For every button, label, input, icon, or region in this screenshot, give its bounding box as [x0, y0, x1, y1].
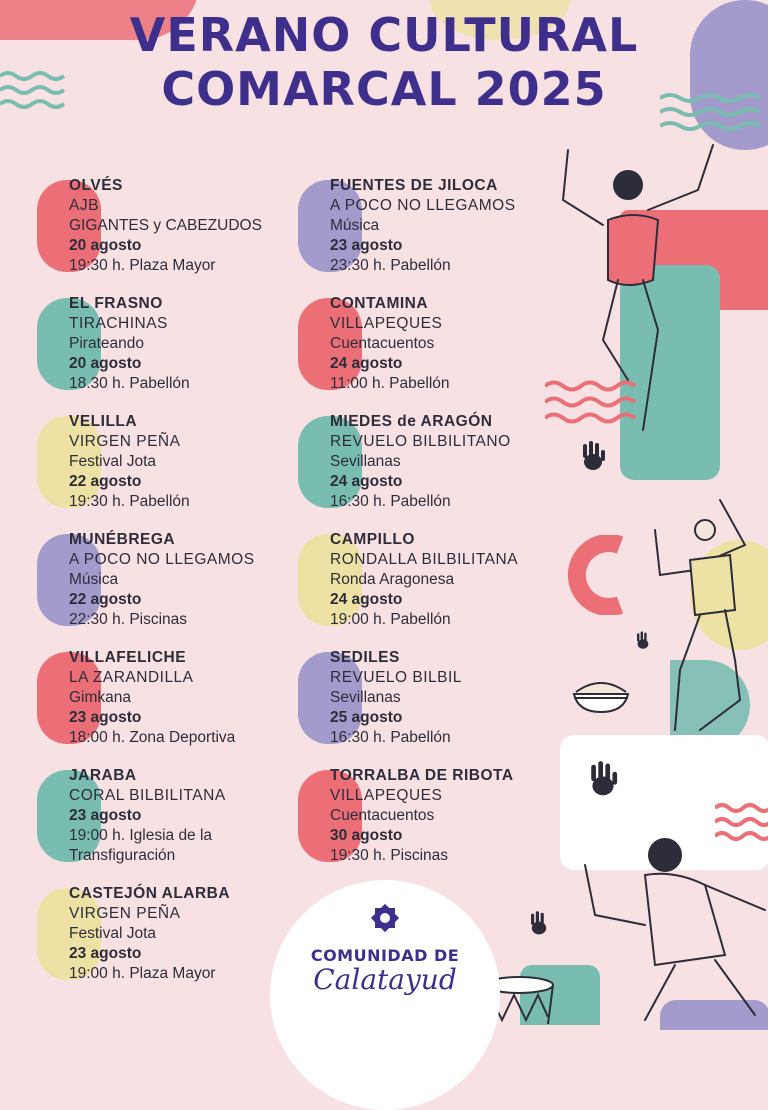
- event-activity: Pirateando: [69, 335, 144, 352]
- event-name: LA ZARANDILLA: [69, 669, 194, 686]
- event-date: 24 agosto: [330, 355, 403, 372]
- event-item: [330, 766, 580, 866]
- event-date: 22 agosto: [69, 473, 142, 490]
- event-date: 20 agosto: [69, 355, 142, 372]
- event-name: CORAL BILBILITANA: [69, 787, 226, 804]
- event-name: REVUELO BILBILITANO: [330, 433, 511, 450]
- event-name: VIRGEN PEÑA: [69, 433, 181, 450]
- event-activity: Música: [330, 217, 380, 234]
- star-emblem-icon: [362, 895, 408, 941]
- event-time: 11:00 h. Pabellón: [330, 375, 450, 392]
- event-activity: Sevillanas: [330, 689, 401, 706]
- event-place: CAMPILLO: [330, 531, 415, 548]
- event-activity: Ronda Aragonesa: [330, 571, 455, 588]
- event-item: [69, 648, 319, 748]
- event-name: VIRGEN PEÑA: [69, 905, 181, 922]
- event-place: CONTAMINA: [330, 295, 429, 312]
- event-item: [69, 412, 319, 512]
- comunidad-calatayud-logo: [300, 895, 470, 995]
- event-date: 23 agosto: [69, 709, 142, 726]
- event-name: VILLAPEQUES: [330, 315, 443, 332]
- event-text: [330, 294, 580, 394]
- event-time: 16:30 h. Pabellón: [330, 493, 451, 510]
- event-date: 25 agosto: [330, 709, 403, 726]
- handprint-icon: [585, 760, 621, 800]
- event-name: A POCO NO LLEGAMOS: [330, 197, 516, 214]
- event-place: VILLAFELICHE: [69, 649, 187, 666]
- event-text: [69, 648, 319, 748]
- event-activity: Cuentacuentos: [330, 807, 435, 824]
- event-text: [330, 766, 580, 866]
- event-item: [69, 176, 319, 276]
- event-name: RONDALLA BILBILITANA: [330, 551, 519, 568]
- event-text: [330, 530, 580, 630]
- event-date: 23 agosto: [69, 945, 142, 962]
- event-date: 20 agosto: [69, 237, 142, 254]
- event-item: [330, 412, 580, 512]
- poster-title: [0, 8, 768, 116]
- event-text: [69, 176, 319, 276]
- event-activity: Música: [69, 571, 119, 588]
- event-place: EL FRASNO: [69, 295, 163, 312]
- event-text: [330, 412, 580, 512]
- event-place: MUNÉBREGA: [69, 531, 176, 548]
- event-time: 19:30 h. Piscinas: [330, 847, 449, 864]
- event-item: [69, 294, 319, 394]
- event-activity: Cuentacuentos: [330, 335, 435, 352]
- event-date: 24 agosto: [330, 473, 403, 490]
- title-line-2: COMARCAL 2025: [161, 62, 607, 116]
- event-place: VELILLA: [69, 413, 138, 430]
- event-text: [69, 884, 319, 984]
- bowl-icon: [572, 678, 630, 714]
- event-date: 24 agosto: [330, 591, 403, 608]
- event-place: CASTEJÓN ALARBA: [69, 885, 231, 902]
- event-activity: Sevillanas: [330, 453, 401, 470]
- event-time: 23:30 h. Pabellón: [330, 257, 451, 274]
- event-item: [69, 530, 319, 630]
- event-item: [330, 294, 580, 394]
- event-time: 19:30 h. Pabellón: [69, 493, 190, 510]
- event-item: [330, 648, 580, 748]
- event-time-continued: Transfiguración: [69, 847, 176, 864]
- event-text: [69, 766, 319, 866]
- logo-line-2: Calatayud: [313, 963, 457, 996]
- event-date: 23 agosto: [330, 237, 403, 254]
- event-name: TIRACHINAS: [69, 315, 168, 332]
- event-time: 18.30 h. Pabellón: [69, 375, 190, 392]
- event-item: [330, 530, 580, 630]
- event-activity: Gimkana: [69, 689, 132, 706]
- dancer-man-illustration: [640, 490, 768, 750]
- handprint-icon: [527, 910, 551, 938]
- event-place: JARABA: [69, 767, 137, 784]
- event-text: [330, 648, 580, 748]
- event-time: 18:00 h. Zona Deportiva: [69, 729, 236, 746]
- event-place: TORRALBA DE RIBOTA: [330, 767, 514, 784]
- event-name: VILLAPEQUES: [330, 787, 443, 804]
- event-item: [69, 766, 319, 866]
- event-item: [69, 884, 319, 984]
- event-text: [69, 412, 319, 512]
- event-text: [330, 176, 580, 276]
- event-name: AJB: [69, 197, 99, 214]
- event-text: [69, 294, 319, 394]
- event-time: 19:30 h. Plaza Mayor: [69, 257, 216, 274]
- title-line-1: VERANO CULTURAL: [129, 8, 639, 62]
- event-date: 22 agosto: [69, 591, 142, 608]
- event-date: 23 agosto: [69, 807, 142, 824]
- event-place: MIEDES de ARAGÓN: [330, 413, 493, 430]
- event-time: 22:30 h. Piscinas: [69, 611, 188, 628]
- event-date: 30 agosto: [330, 827, 403, 844]
- event-activity: Festival Jota: [69, 453, 157, 470]
- event-activity: Festival Jota: [69, 925, 157, 942]
- event-item: [330, 176, 580, 276]
- event-activity: GIGANTES y CABEZUDOS: [69, 217, 262, 234]
- event-text: [69, 530, 319, 630]
- logo-line-1: COMUNIDAD DE: [310, 946, 460, 965]
- event-time: 19:00 h. Iglesia de la: [69, 827, 213, 844]
- event-name: A POCO NO LLEGAMOS: [69, 551, 255, 568]
- dancer-woman-bottom-illustration: [565, 815, 768, 1024]
- event-place: FUENTES DE JILOCA: [330, 177, 498, 194]
- event-name: REVUELO BILBIL: [330, 669, 462, 686]
- event-time: 19:00 h. Plaza Mayor: [69, 965, 216, 982]
- event-place: OLVÉS: [69, 177, 123, 194]
- event-place: SEDILES: [330, 649, 400, 666]
- event-time: 16:30 h. Pabellón: [330, 729, 451, 746]
- event-time: 19:00 h. Pabellón: [330, 611, 451, 628]
